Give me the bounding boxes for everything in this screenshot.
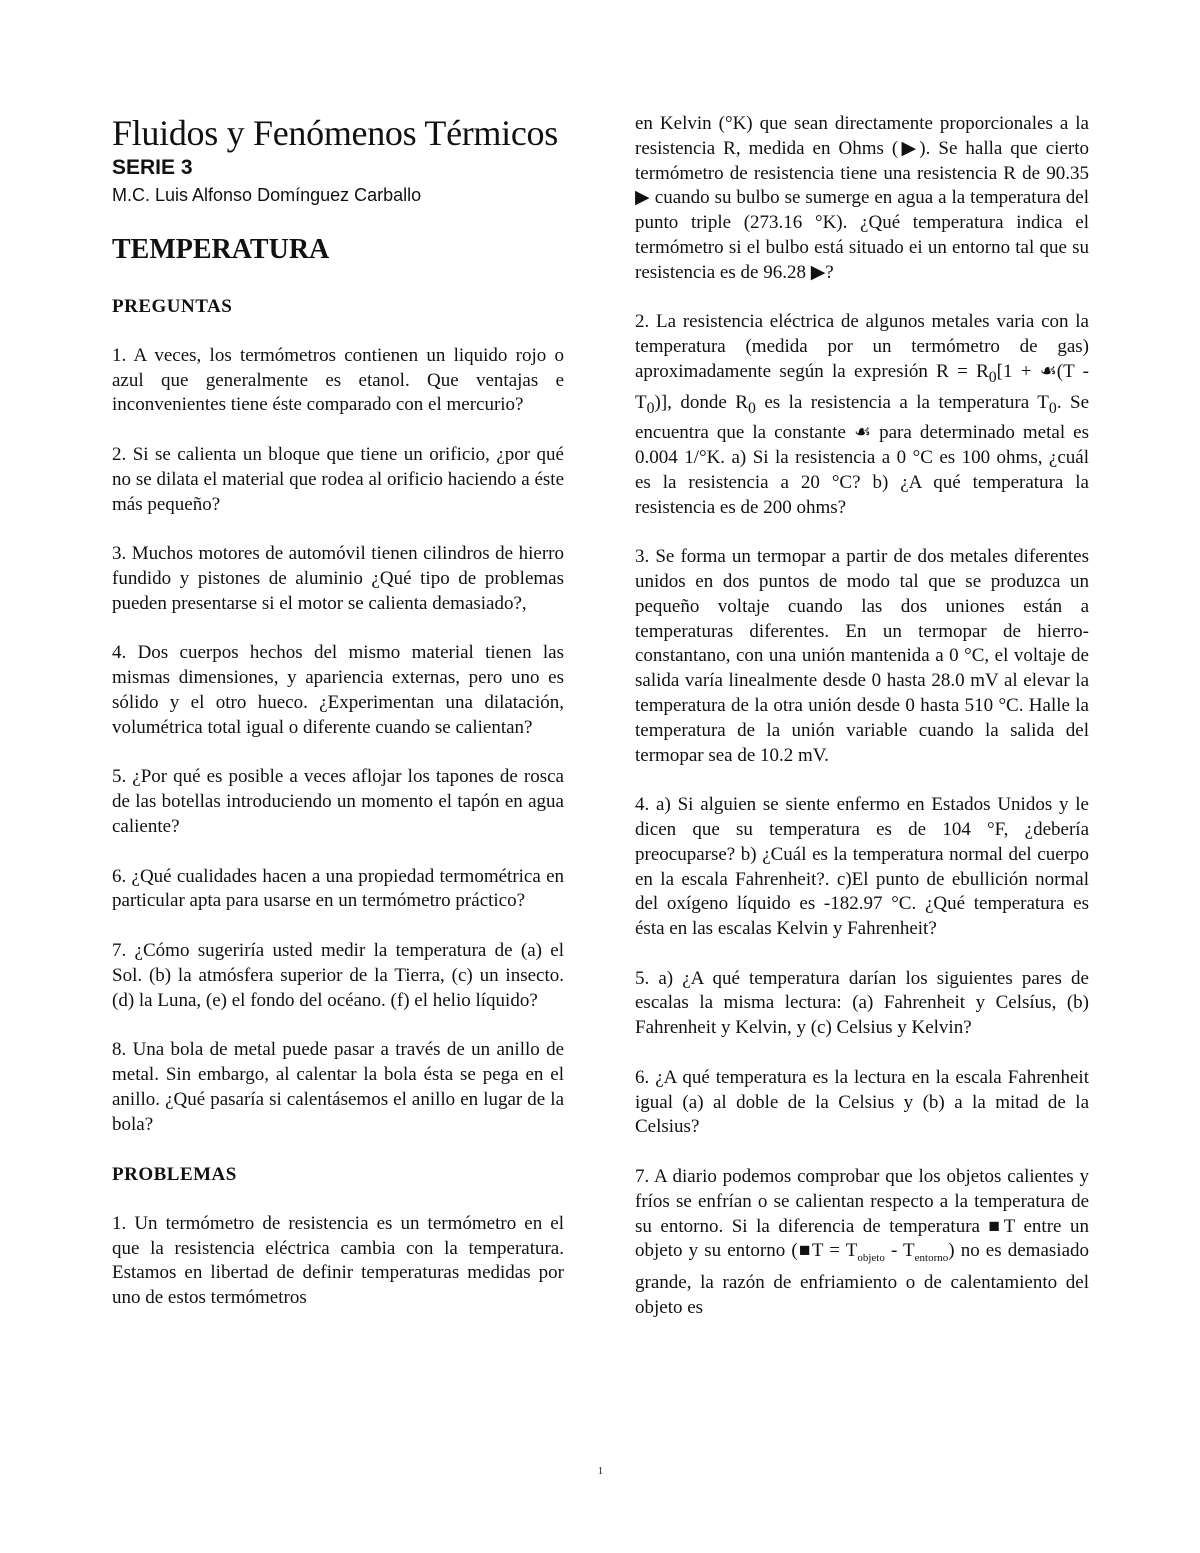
subscript: 0 — [1048, 399, 1057, 417]
pregunta-8: 8. Una bola de metal puede pasar a través de un anillo de metal. Sin embargo, al calentar la bola ésta se pega en el anillo. ¿Qué pasaría si calentásemos el anillo en lugar de la bola? — [112, 1039, 564, 1135]
document-title: Fluidos y Fenómenos Térmicos — [112, 113, 558, 153]
subscript: objeto — [857, 1252, 885, 1265]
serie-label: SERIE 3 — [112, 156, 193, 179]
problema-7 — [635, 1165, 1089, 1321]
left-column — [112, 112, 564, 1336]
problema-7-part: - T — [884, 1240, 915, 1262]
problema-2-part: . Se encuentra que la constante ☙ para determinado metal es 0.004 1/°K. a) Si la resistencia a 0 °C es 100 ohms, ¿cuál es la resistencia a 20 °C? b) ¿A qué temperatura la resistencia es de 200 ohms? — [635, 391, 1090, 518]
problema-7-part: ) no es demasiado grande, la razón de enfriamiento o de calentamiento del objeto es — [635, 1240, 1089, 1318]
pregunta-5: 5. ¿Por qué es posible a veces aflojar los tapones de rosca de las botellas introduciendo un momento el tapón en agua caliente? — [112, 766, 564, 837]
problema-2-part: )], donde R — [654, 391, 748, 413]
pregunta-1: 1. A veces, los termómetros contienen un liquido rojo o azul que generalmente es etanol. Que ventajas e inconvenientes tiene éste comparado con el mercurio? — [112, 344, 564, 416]
problema-4: 4. a) Si alguien se siente enfermo en Estados Unidos y le dicen que su temperatura es de 104 °F, ¿debería preocuparse? b) ¿Cuál es la temperatura normal del cuerpo en la escala Fahrenheit?. c)El punto de ebullición normal del oxígeno líquido es -182.97 °C. ¿Qué temperatura es ésta en las escalas Kelvin y Fahrenheit? — [635, 794, 1089, 940]
right-column — [635, 112, 1089, 1345]
subscript: 0 — [747, 399, 756, 417]
problema-2-part: 2. La resistencia eléctrica de algunos metales varia con la temperatura (medida por un termómetro de gas) aproximadamente según la expresión R = R — [635, 311, 1089, 382]
problema-2 — [635, 310, 1089, 520]
author-name: M.C. Luis Alfonso Domínguez Carballo — [112, 185, 422, 205]
problema-5: 5. a) ¿A qué temperatura darían los siguientes pares de escalas la misma lectura: (a) Fahrenheit y Celsíus, (b) Fahrenheit y Kelvin, y (c) Celsius y Kelvin? — [635, 967, 1089, 1039]
subscript: 0 — [646, 399, 655, 417]
pregunta-3: 3. Muchos motores de automóvil tienen cilindros de hierro fundido y pistones de aluminio ¿Qué tipo de problemas pueden presentarse si el motor se calienta demasiado?, — [112, 543, 564, 614]
pregunta-2: 2. Si se calienta un bloque que tiene un orificio, ¿por qué no se dilata el material que rodea al orificio haciendo a éste más pequeño? — [112, 443, 564, 515]
subscript: entorno — [914, 1252, 949, 1265]
problema-1-start: 1. Un termómetro de resistencia es un termómetro en el que la resistencia eléctrica cambia con la temperatura. Estamos en libertad de definir temperaturas medidas por uno de estos termómetros — [112, 1212, 564, 1309]
problemas-heading: PROBLEMAS — [112, 1164, 237, 1186]
pregunta-6: 6. ¿Qué cualidades hacen a una propiedad termométrica en particular apta para usarse en un termómetro práctico? — [112, 865, 564, 912]
preguntas-heading: PREGUNTAS — [112, 296, 233, 317]
page-number: 1 — [598, 1466, 603, 1477]
problema-7-part: 7. A diario podemos comprobar que los objetos calientes y fríos se enfrían o se calientan respecto a la temperatura de su entorno. Si la diferencia de temperatura ■T entre un objeto y su entorno (■T = T — [635, 1166, 1089, 1262]
problema-6: 6. ¿A qué temperatura es la lectura en la escala Fahrenheit igual (a) al doble de la Celsius y (b) a la mitad de la Celsius? — [635, 1066, 1089, 1138]
pregunta-7: 7. ¿Cómo sugeriría usted medir la temperatura de (a) el Sol. (b) la atmósfera superior de la Tierra, (c) un insecto. (d) la Luna, (e) el fondo del océano. (f) el helio líquido? — [112, 939, 564, 1011]
problema-3: 3. Se forma un termopar a partir de dos metales diferentes unidos en dos puntos de modo tal que se produzca un pequeño voltaje cuando las dos uniones están a temperaturas diferentes. En un termopar de hierro-constantano, con una unión mantenida a 0 °C, el voltaje de salida varía linealmente desde 0 hasta 28.0 mV al elevar la temperatura de la otra unión desde 0 hasta 510 °C. Halle la temperatura de la unión variable cuando la salida del termopar sea de 10.2 mV. — [635, 546, 1089, 766]
problema-1-continued: en Kelvin (°K) que sean directamente proporcionales a la resistencia R, medida en Ohms (▶). Se halla que cierto termómetro de resistencia tiene una resistencia R de 90.35 ▶ cuando su bulbo se sumerge en agua a la temperatura del punto triple (273.16 °K). ¿Qué temperatura indica el termómetro si el bulbo está situado ei un entorno tal que su resistencia es de 96.28 ▶? — [635, 113, 1089, 283]
subscript: 0 — [988, 368, 997, 386]
preguntas-list — [112, 344, 564, 1138]
section-title: TEMPERATURA — [112, 234, 330, 265]
problema-2-part: [1 + ☙(T - T — [635, 360, 1089, 413]
pregunta-4: 4. Dos cuerpos hechos del mismo material tienen las mismas dimensiones, y apariencia externas, pero uno es sólido y el otro hueco. ¿Experimentan una dilatación, volumétrica total igual o diferente cuando se calientan? — [112, 642, 564, 738]
problema-2-part: es la resistencia a la temperatura T — [755, 391, 1049, 413]
